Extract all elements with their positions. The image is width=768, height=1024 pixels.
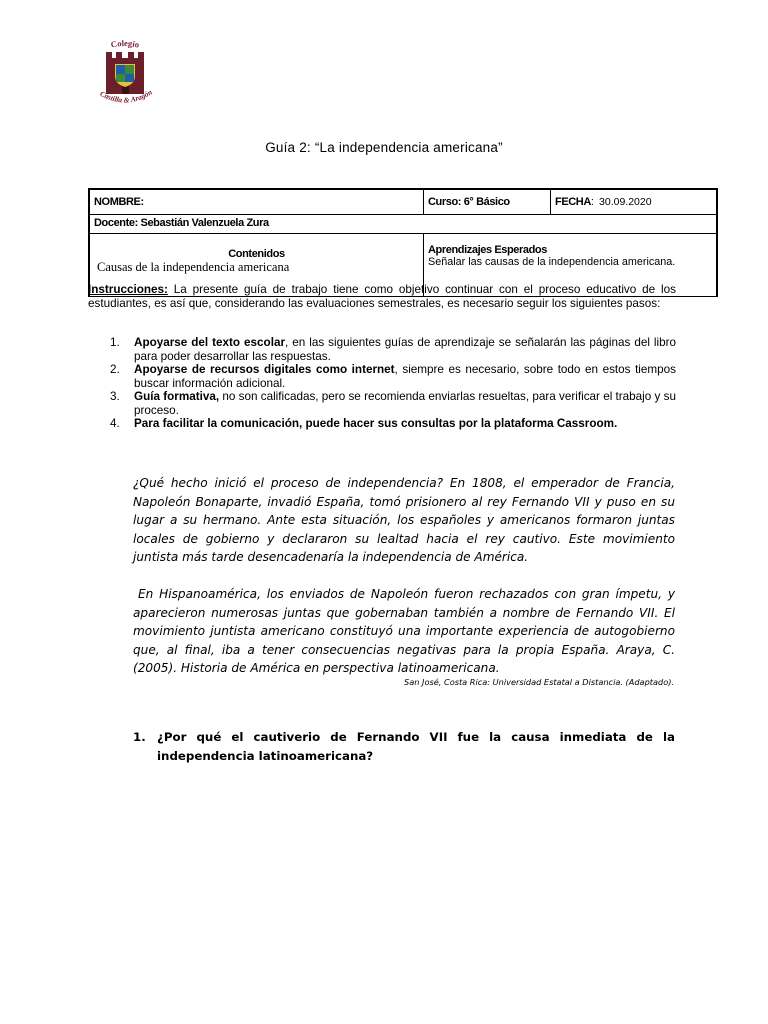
contenidos-value: Causas de la independencia americana xyxy=(97,260,290,274)
contenidos-label: Contenidos xyxy=(228,248,285,260)
curso-cell xyxy=(424,189,551,215)
docente-cell xyxy=(89,215,717,234)
step-bold: Para facilitar la comunicación, puede hacer sus consultas por la plataforma Cassroom. xyxy=(134,417,618,430)
list-item xyxy=(88,417,676,431)
instructions-label: Instrucciones: xyxy=(88,283,168,296)
nombre-label: NOMBRE: xyxy=(94,196,144,208)
castle-shield-icon xyxy=(86,38,164,112)
fecha-colon: : xyxy=(590,196,594,208)
list-item xyxy=(88,363,676,390)
logo-text-top: Colegio xyxy=(109,38,141,50)
step-number: 2. xyxy=(110,363,120,376)
reading-paragraph-1: ¿Qué hecho inició el proceso de independencia? En 1808, el emperador de Francia, Napoleón Bonaparte, invadió España, tomó prisionero al rey Fernando VII y puso en su lugar a su hermano. Ante esta situación, los españoles y americanos formaron juntas locales de gobierno y declararon su lealtad hacia el rey cautivo. Este movimiento juntista más tarde desencadenaría la independencia de América. xyxy=(133,476,675,565)
docente-label: Docente: Sebastián Valenzuela Zura xyxy=(94,217,269,229)
instructions-text: La presente guía de trabajo tiene como objetivo continuar con el proceso educativo de los estudiantes, es así que, considerando las evaluaciones semestrales, es necesario seguir los siguientes pasos: xyxy=(88,283,676,310)
question-text: ¿Por qué el cautiverio de Fernando VII fue la causa inmediata de la independencia latinoamericana? xyxy=(157,730,675,763)
student-info-table xyxy=(88,188,718,297)
curso-label: Curso: 6° Básico xyxy=(428,196,510,208)
fecha-cell[interactable] xyxy=(551,189,718,215)
reading-passage xyxy=(133,474,675,678)
logo-text-bottom: Castilla & Aragón xyxy=(98,87,154,105)
list-item xyxy=(88,336,676,363)
step-text: no son calificadas, pero se recomienda enviarlas resueltas, para verificar el trabajo y su proceso. xyxy=(134,390,676,417)
step-number: 4. xyxy=(110,417,120,430)
list-item xyxy=(88,390,676,417)
reading-paragraph-2: En Hispanoamérica, los enviados de Napoleón fueron rechazados con gran ímpetu, y aparecieron numerosas juntas que gobernaban también a nombre de Fernando VII. El movimiento juntista americano constituyó una importante experiencia de autogobierno que, al final, iba a tener consecuencias negativas para la propia España. Araya, C. (2005). Historia de América en perspectiva latinoamericana. xyxy=(133,586,675,676)
fecha-value: 30.09.2020 xyxy=(599,196,652,208)
instructions-paragraph xyxy=(88,283,676,310)
step-text: , siempre es necesario, sobre todo en estos tiempos buscar información adicional. xyxy=(134,363,676,390)
step-bold: Apoyarse de recursos digitales como internet xyxy=(134,363,395,376)
step-text: , en las siguientes guías de aprendizaje se señalarán las páginas del libro para poder desarrollar las respuestas. xyxy=(134,336,676,363)
steps-list xyxy=(88,336,676,431)
step-bold: Apoyarse del texto escolar xyxy=(134,336,285,349)
question-number: 1. xyxy=(133,730,146,744)
school-logo xyxy=(86,38,164,112)
question-1 xyxy=(133,728,675,765)
step-number: 3. xyxy=(110,390,120,403)
fecha-label: FECHA xyxy=(555,196,591,208)
step-bold: Guía formativa, xyxy=(134,390,220,403)
reading-source: San José, Costa Rica: Universidad Estatal a Distancia. (Adaptado). xyxy=(404,677,674,687)
svg-text:Colegio xyxy=(110,38,140,50)
step-number: 1. xyxy=(110,336,120,349)
nombre-cell[interactable] xyxy=(89,189,424,215)
document-title: Guía 2: “La independencia americana” xyxy=(265,140,503,155)
aprendizajes-label: Aprendizajes Esperados xyxy=(428,244,547,256)
aprendizajes-value: Señalar las causas de la independencia americana. xyxy=(428,256,676,268)
